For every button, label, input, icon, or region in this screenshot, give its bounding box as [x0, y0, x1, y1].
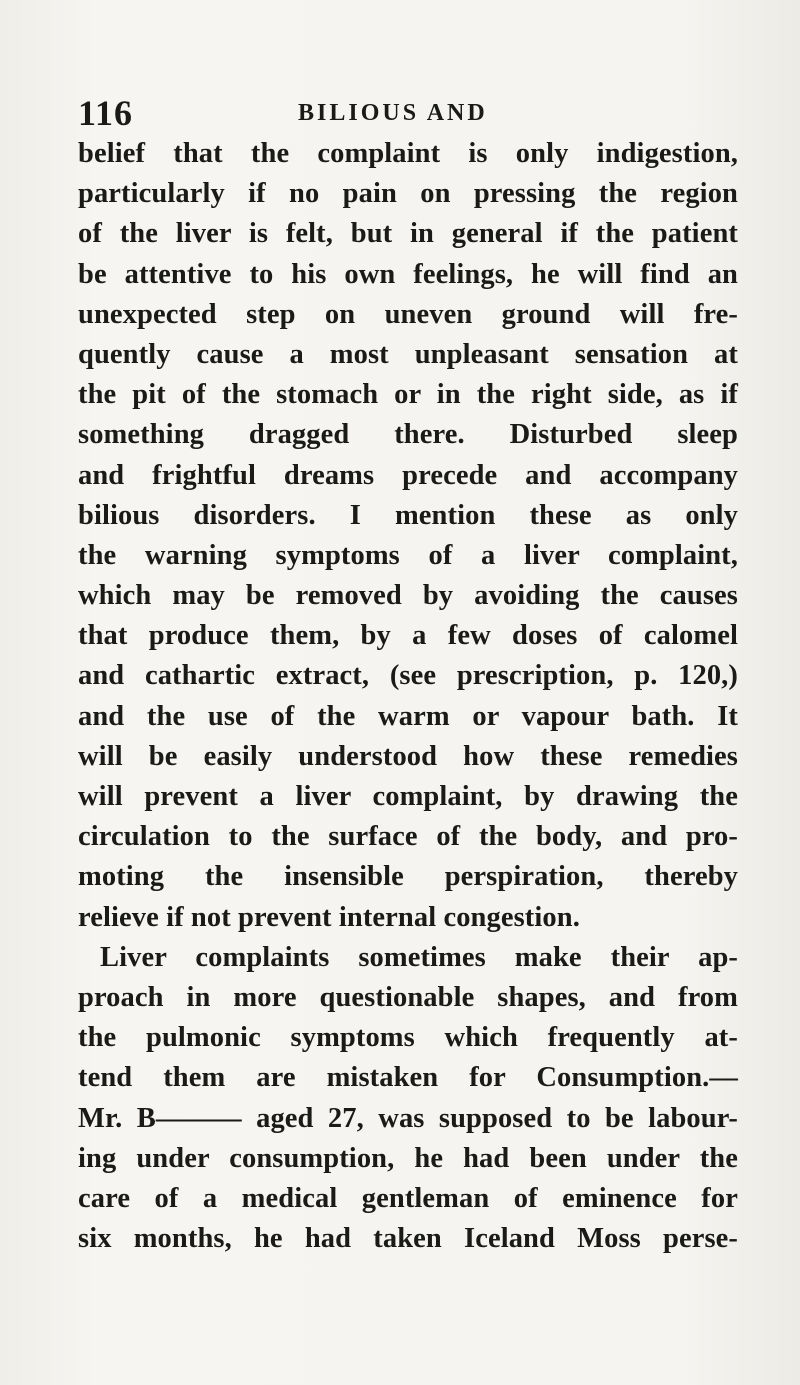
text-line: particularly if no pain on pressing the region	[78, 178, 738, 210]
text-line: quently cause a most unpleasant sensation at	[78, 338, 738, 370]
text-line: relieve if not prevent internal congestion.	[78, 901, 580, 933]
text-line: the pulmonic symptoms which frequently at-	[78, 1022, 738, 1054]
text-line: moting the insensible perspiration, thereby	[78, 861, 738, 893]
text-line: the warning symptoms of a liver complaint,	[78, 539, 738, 571]
text-line: and frightful dreams precede and accompany	[78, 459, 738, 491]
text-line: something dragged there. Disturbed sleep	[78, 419, 738, 451]
text-line: which may be removed by avoiding the causes	[78, 580, 738, 612]
text-line: circulation to the surface of the body, and pro-	[78, 821, 738, 853]
text-line: of the liver is felt, but in general if the patient	[78, 218, 738, 250]
paragraph-start-line: Liver complaints sometimes make their ap-	[100, 941, 738, 973]
body-text	[78, 134, 738, 1259]
text-line: be attentive to his own feelings, he will find an	[78, 258, 738, 290]
text-line: six months, he had taken Iceland Moss perse-	[78, 1223, 738, 1255]
text-line: the pit of the stomach or in the right side, as if	[78, 379, 738, 411]
text-line: and the use of the warm or vapour bath. It	[78, 700, 738, 732]
text-line: and cathartic extract, (see prescription, p. 120,)	[78, 660, 738, 692]
text-line: tend them are mistaken for Consumption.—	[78, 1062, 738, 1094]
text-line: unexpected step on uneven ground will fre-	[78, 298, 738, 330]
text-line: will prevent a liver complaint, by drawing the	[78, 781, 738, 812]
text-line: care of a medical gentleman of eminence for	[78, 1182, 738, 1214]
text-line: ing under consumption, he had been under the	[78, 1142, 738, 1174]
page-header	[78, 92, 758, 132]
text-line: Mr. B——— aged 27, was supposed to be labour-	[78, 1102, 738, 1134]
text-line: that produce them, by a few doses of calomel	[78, 620, 738, 652]
page-number: 116	[78, 93, 134, 133]
text-line: bilious disorders. I mention these as only	[78, 499, 738, 531]
text-line: belief that the complaint is only indigestion,	[78, 138, 738, 169]
text-line: proach in more questionable shapes, and from	[78, 981, 738, 1013]
text-line: will be easily understood how these remedies	[78, 740, 738, 772]
running-head: BILIOUS AND	[298, 100, 488, 126]
